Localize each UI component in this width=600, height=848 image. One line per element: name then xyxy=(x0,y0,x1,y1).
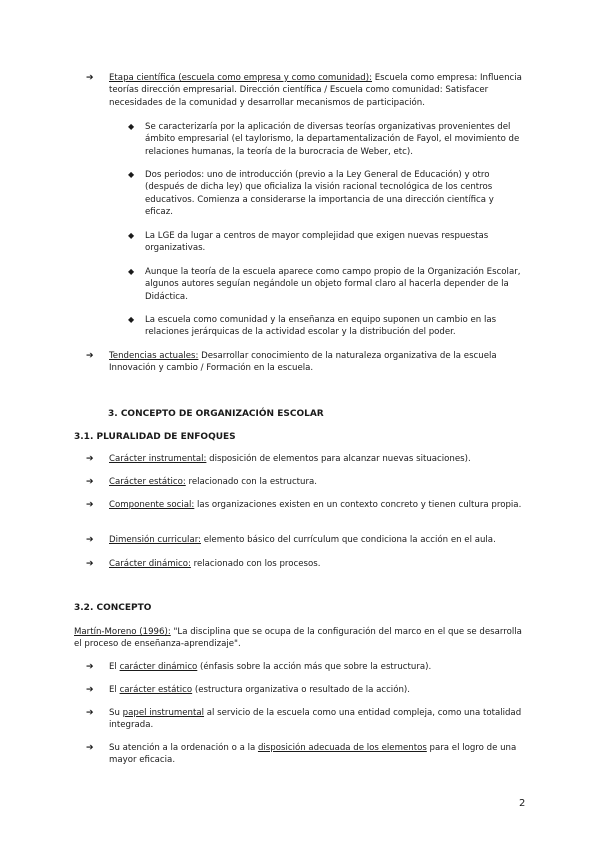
concepto-text xyxy=(109,742,529,767)
etapa-body: Escuela como empresa: Influencia teorías dirección empresarial. Dirección científica / Escuela como comunidad: Satisfacer necesidades de la comunidad y desarrollar mecanismos de participación. xyxy=(109,73,522,108)
arrow-bullet-icon: ➔ xyxy=(86,708,94,718)
sub-item-text: Dos periodos: uno de introducción (previo a la Ley General de Educación) y otro (después de dicha ley) que oficializa la visión racional tecnológica de los centros educativos. Comienza a considerarse la importancia de una dirección científica y eficaz. xyxy=(145,170,494,218)
enfoque-label: Dimensión curricular: xyxy=(109,535,201,545)
concepto-text xyxy=(109,684,529,696)
arrow-bullet-icon: ➔ xyxy=(86,535,94,545)
sub-item-text: Aunque la teoría de la escuela aparece como campo propio de la Organización Escolar, algunos autores seguían negándole un objeto formal claro al hacerla depender de la Didáctica. xyxy=(145,267,521,302)
enfoque-text xyxy=(109,534,529,546)
enfoque-body: relacionado con los procesos. xyxy=(190,559,321,569)
concepto-underlined: papel instrumental xyxy=(122,708,205,718)
concepto-underlined: carácter dinámico xyxy=(119,662,198,672)
enfoque-body: elemento básico del currículum que condiciona la acción en el aula. xyxy=(201,535,496,545)
arrow-bullet-icon: ➔ xyxy=(86,559,94,569)
arrow-bullet-icon: ➔ xyxy=(86,500,94,510)
citation-body: "La disciplina que se ocupa de la configuración del marco en el que se desarrolla el proceso de enseñanza-aprendizaje". xyxy=(74,627,522,650)
concepto-post: (énfasis sobre la acción más que sobre la estructura). xyxy=(197,662,432,672)
arrow-bullet-icon: ➔ xyxy=(86,454,94,464)
tendencias-body: Desarrollar conocimiento de la naturaleza organizativa de la escuela Innovación y cambio / Formación en la escuela. xyxy=(109,351,497,374)
concepto-pre: El xyxy=(109,662,120,672)
diamond-bullet-icon: ◆ xyxy=(128,170,135,179)
enfoque-text xyxy=(109,476,529,488)
enfoque-text xyxy=(109,558,529,570)
enfoque-body: disposición de elementos para alcanzar nuevas situaciones). xyxy=(206,454,471,464)
enfoque-label: Carácter instrumental: xyxy=(109,454,207,464)
enfoque-text xyxy=(109,453,529,465)
enfoque-body: relacionado con la estructura. xyxy=(185,477,318,487)
enfoque-label: Carácter dinámico: xyxy=(109,559,191,569)
diamond-bullet-icon: ◆ xyxy=(128,231,135,240)
arrow-bullet-icon: ➔ xyxy=(86,73,94,83)
diamond-bullet-icon: ◆ xyxy=(128,315,135,324)
tendencias-label: Tendencias actuales: xyxy=(109,351,199,361)
concepto-pre: El xyxy=(109,685,120,695)
section-3-1-heading: 3.1. PLURALIDAD DE ENFOQUES xyxy=(74,432,236,442)
etapa-text xyxy=(109,72,529,109)
concepto-post: (estructura organizativa o resultado de la acción). xyxy=(192,685,410,695)
concepto-underlined: carácter estático xyxy=(119,685,193,695)
sub-item-text: Se caracterizaría por la aplicación de diversas teorías organizativas provenientes del ámbito empresarial (el taylorismo, la departamentalización de Fayol, el movimiento de relaciones humanas, la teoría de la burocracia de Weber, etc). xyxy=(145,122,520,157)
arrow-bullet-icon: ➔ xyxy=(86,685,94,695)
concepto-pre: Su xyxy=(109,708,123,718)
concepto-text xyxy=(109,661,529,673)
diamond-bullet-icon: ◆ xyxy=(128,267,135,276)
diamond-bullet-icon: ◆ xyxy=(128,122,135,131)
arrow-bullet-icon: ➔ xyxy=(86,743,94,753)
section-3-2-heading: 3.2. CONCEPTO xyxy=(74,603,152,613)
citation-label: Martín-Moreno (1996): xyxy=(74,627,171,637)
concepto-text xyxy=(109,707,529,732)
arrow-bullet-icon: ➔ xyxy=(86,351,94,361)
enfoque-label: Componente social: xyxy=(109,500,195,510)
concepto-underlined: disposición adecuada de los elementos xyxy=(257,743,427,753)
concepto-post: al servicio de la escuela como una entidad compleja, como una totalidad integrada. xyxy=(109,708,522,731)
arrow-bullet-icon: ➔ xyxy=(86,662,94,672)
citation-paragraph xyxy=(74,626,524,651)
sub-item-text: La LGE da lugar a centros de mayor complejidad que exigen nuevas respuestas organizativas. xyxy=(145,231,489,254)
etapa-label: Etapa científica (escuela como empresa y como comunidad): xyxy=(109,73,373,83)
section-3-heading: 3. CONCEPTO DE ORGANIZACIÓN ESCOLAR xyxy=(108,409,324,419)
page-number: 2 xyxy=(519,798,526,809)
sub-item-text: La escuela como comunidad y la enseñanza en equipo suponen un cambio en las relaciones jerárquicas de la actividad escolar y la distribución del poder. xyxy=(145,315,497,338)
tendencias-text xyxy=(109,350,529,375)
enfoque-body: las organizaciones existen en un contexto concreto y tienen cultura propia. xyxy=(194,500,522,510)
enfoque-text xyxy=(109,499,529,511)
enfoque-label: Carácter estático: xyxy=(109,477,186,487)
arrow-bullet-icon: ➔ xyxy=(86,477,94,487)
concepto-post: para el logro de una mayor eficacia. xyxy=(109,743,517,766)
concepto-pre: Su atención a la ordenación o a la xyxy=(109,743,258,753)
